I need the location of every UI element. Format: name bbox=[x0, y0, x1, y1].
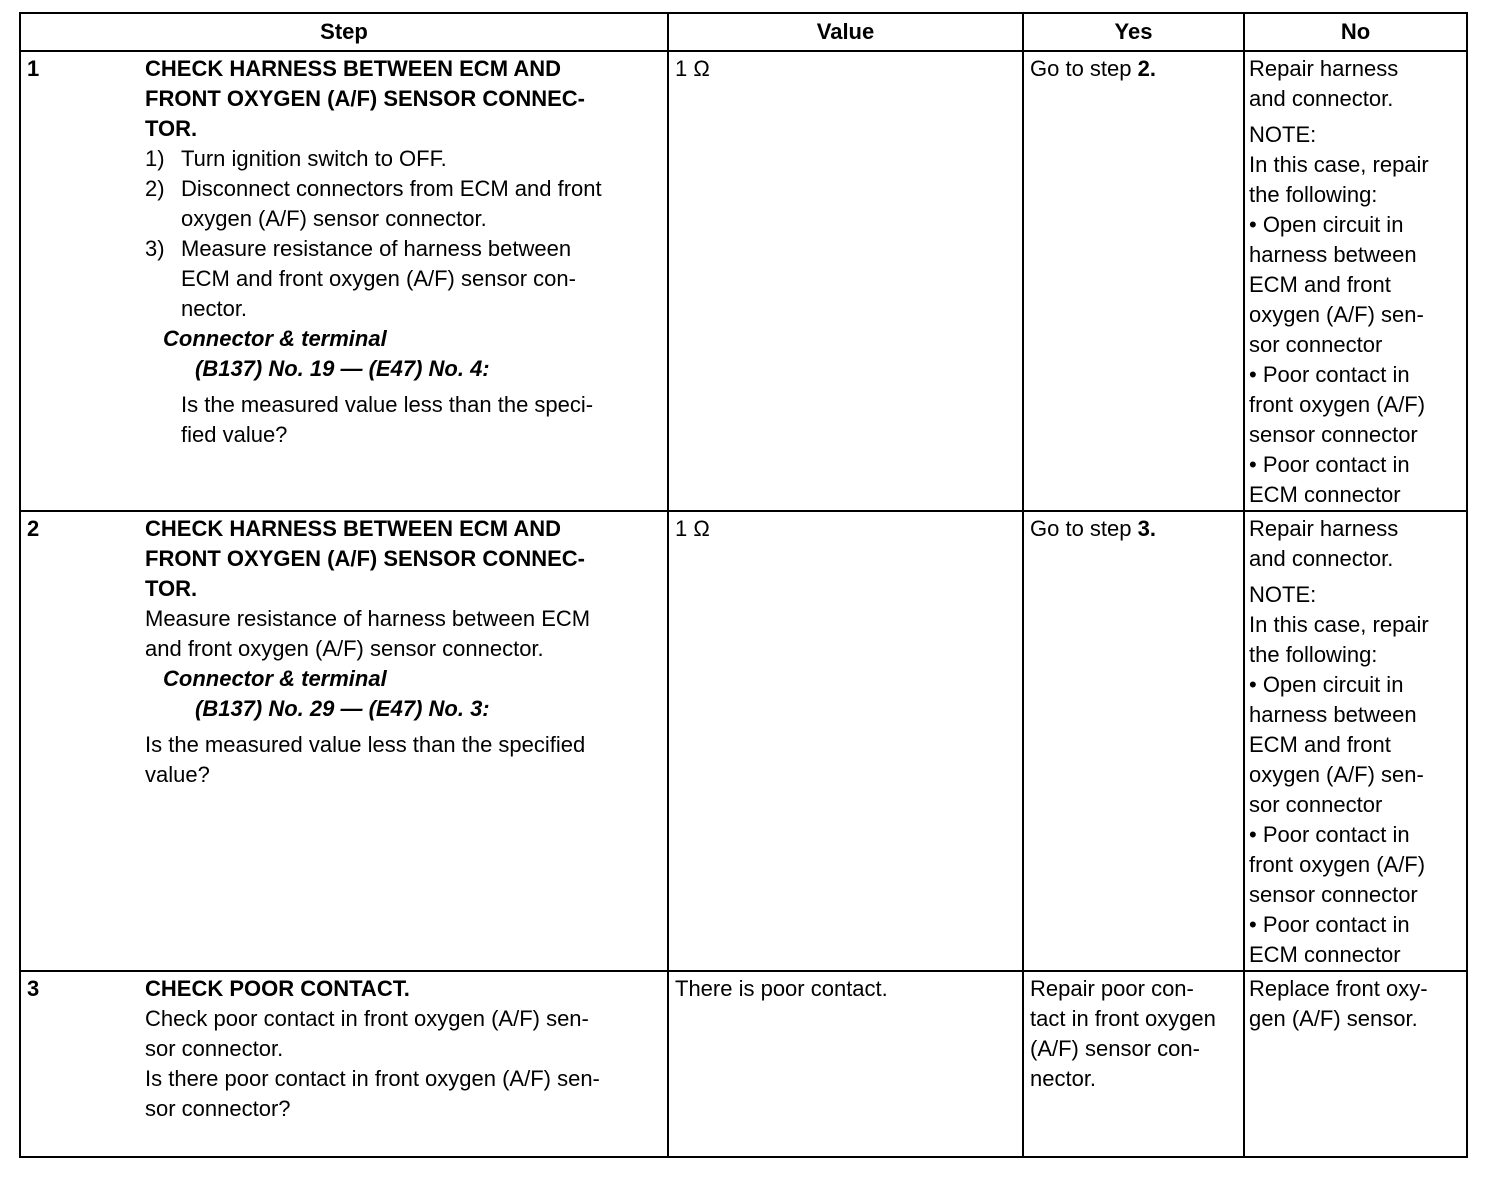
note-line: the following: bbox=[1249, 182, 1378, 207]
item-line: Disconnect connectors from ECM and front bbox=[181, 176, 602, 201]
step-body bbox=[145, 52, 667, 450]
bullet-line: • Open circuit in bbox=[1249, 672, 1404, 697]
header-value: Value bbox=[668, 13, 1023, 51]
step-number: 1 bbox=[27, 56, 40, 81]
body-line: sor connector. bbox=[145, 1036, 284, 1061]
header-yes: Yes bbox=[1023, 13, 1244, 51]
bullet-line: harness between bbox=[1249, 702, 1417, 727]
step-title bbox=[145, 514, 661, 604]
note-line: In this case, repair bbox=[1249, 612, 1429, 637]
yes-text: Go to step bbox=[1030, 56, 1138, 81]
step-number: 2 bbox=[27, 516, 40, 541]
bullet-line: • Open circuit in bbox=[1249, 212, 1404, 237]
step-title-line: FRONT OXYGEN (A/F) SENSOR CONNEC- bbox=[145, 546, 586, 571]
note-heading: NOTE: bbox=[1249, 122, 1317, 147]
bullet-line: • Poor contact in bbox=[1249, 362, 1410, 387]
body-line: sor connector? bbox=[145, 1096, 291, 1121]
no-line: Repair harness bbox=[1249, 56, 1399, 81]
diagnostic-table bbox=[19, 12, 1468, 1158]
body-line: Is there poor contact in front oxygen (A/F) sen- bbox=[145, 1066, 600, 1091]
yes-cell bbox=[1023, 51, 1244, 511]
question-line: value? bbox=[145, 762, 210, 787]
yes-step-ref: 2. bbox=[1137, 56, 1156, 81]
table-row bbox=[20, 51, 1467, 511]
item-line: Turn ignition switch to OFF. bbox=[181, 146, 447, 171]
bullet-line: ECM connector bbox=[1249, 482, 1401, 507]
note-line: the following: bbox=[1249, 642, 1378, 667]
step-title-line: TOR. bbox=[145, 576, 198, 601]
no-cell bbox=[1244, 971, 1467, 1157]
step-cell bbox=[20, 511, 668, 971]
bullet-line: ECM and front bbox=[1249, 732, 1391, 757]
bullet-line: • Poor contact in bbox=[1249, 912, 1410, 937]
connector-terminal: (B137) No. 19 — (E47) No. 4: bbox=[195, 356, 490, 381]
no-cell bbox=[1244, 511, 1467, 971]
value-cell: There is poor contact. bbox=[668, 971, 1023, 1157]
bullet-line: • Poor contact in bbox=[1249, 822, 1410, 847]
body-line: and front oxygen (A/F) sensor connector. bbox=[145, 636, 544, 661]
question bbox=[145, 730, 661, 790]
bullet-line: oxygen (A/F) sen- bbox=[1249, 762, 1424, 787]
table-row bbox=[20, 971, 1467, 1157]
body-line: Measure resistance of harness between ECM bbox=[145, 606, 591, 631]
item-number: 1) bbox=[145, 146, 165, 171]
value-cell: 1 Ω bbox=[668, 511, 1023, 971]
procedure-list bbox=[145, 144, 661, 324]
step-number: 3 bbox=[27, 976, 40, 1001]
item-line: nector. bbox=[181, 296, 248, 321]
connector-label: Connector & terminal bbox=[163, 666, 387, 691]
procedure-item bbox=[145, 144, 661, 174]
step-body bbox=[145, 512, 667, 790]
bullet-line: oxygen (A/F) sen- bbox=[1249, 302, 1424, 327]
step-title-line: CHECK HARNESS BETWEEN ECM AND bbox=[145, 516, 561, 541]
question-line: fied value? bbox=[181, 422, 288, 447]
step-body bbox=[145, 972, 667, 1124]
bullet-line: sor connector bbox=[1249, 792, 1383, 817]
bullet-line: front oxygen (A/F) bbox=[1249, 392, 1426, 417]
note-heading: NOTE: bbox=[1249, 582, 1317, 607]
bullet-line: sensor connector bbox=[1249, 882, 1418, 907]
item-number: 2) bbox=[145, 176, 165, 201]
bullet-line: sor connector bbox=[1249, 332, 1383, 357]
step-title-line: FRONT OXYGEN (A/F) SENSOR CONNEC- bbox=[145, 86, 586, 111]
header-step: Step bbox=[20, 13, 668, 51]
step-title bbox=[145, 974, 661, 1004]
no-line: Replace front oxy- bbox=[1249, 976, 1428, 1001]
connector-terminal: (B137) No. 29 — (E47) No. 3: bbox=[195, 696, 490, 721]
no-cell bbox=[1244, 51, 1467, 511]
yes-line: Repair poor con- bbox=[1030, 976, 1194, 1001]
no-line: Repair harness bbox=[1249, 516, 1399, 541]
bullet-line: harness between bbox=[1249, 242, 1417, 267]
yes-cell bbox=[1023, 971, 1244, 1157]
no-line: and connector. bbox=[1249, 546, 1394, 571]
procedure-item bbox=[145, 234, 661, 324]
step-cell bbox=[20, 51, 668, 511]
note-line: In this case, repair bbox=[1249, 152, 1429, 177]
value-cell: 1 Ω bbox=[668, 51, 1023, 511]
no-line: and connector. bbox=[1249, 86, 1394, 111]
header-no: No bbox=[1244, 13, 1467, 51]
step-title-line: TOR. bbox=[145, 116, 198, 141]
item-line: oxygen (A/F) sensor connector. bbox=[181, 206, 487, 231]
yes-line: nector. bbox=[1030, 1066, 1097, 1091]
bullet-line: sensor connector bbox=[1249, 422, 1418, 447]
no-line: gen (A/F) sensor. bbox=[1249, 1006, 1418, 1031]
yes-cell bbox=[1023, 511, 1244, 971]
item-line: Measure resistance of harness between bbox=[181, 236, 572, 261]
item-line: ECM and front oxygen (A/F) sensor con- bbox=[181, 266, 576, 291]
bullet-line: ECM connector bbox=[1249, 942, 1401, 967]
body-line: Check poor contact in front oxygen (A/F) sen- bbox=[145, 1006, 589, 1031]
procedure-item bbox=[145, 174, 661, 234]
step-title-line: CHECK POOR CONTACT. bbox=[145, 976, 410, 1001]
question-line: Is the measured value less than the speci- bbox=[181, 392, 594, 417]
header-row bbox=[20, 13, 1467, 51]
bullet-line: • Poor contact in bbox=[1249, 452, 1410, 477]
bullet-line: ECM and front bbox=[1249, 272, 1391, 297]
table-row bbox=[20, 511, 1467, 971]
question-line: Is the measured value less than the specified bbox=[145, 732, 586, 757]
yes-line: tact in front oxygen bbox=[1030, 1006, 1216, 1031]
yes-text: Go to step bbox=[1030, 516, 1138, 541]
step-title-line: CHECK HARNESS BETWEEN ECM AND bbox=[145, 56, 561, 81]
question bbox=[145, 390, 661, 450]
yes-step-ref: 3. bbox=[1137, 516, 1156, 541]
bullet-line: front oxygen (A/F) bbox=[1249, 852, 1426, 877]
connector-label: Connector & terminal bbox=[163, 326, 387, 351]
item-number: 3) bbox=[145, 236, 165, 261]
step-cell bbox=[20, 971, 668, 1157]
yes-line: (A/F) sensor con- bbox=[1030, 1036, 1200, 1061]
step-title bbox=[145, 54, 661, 144]
